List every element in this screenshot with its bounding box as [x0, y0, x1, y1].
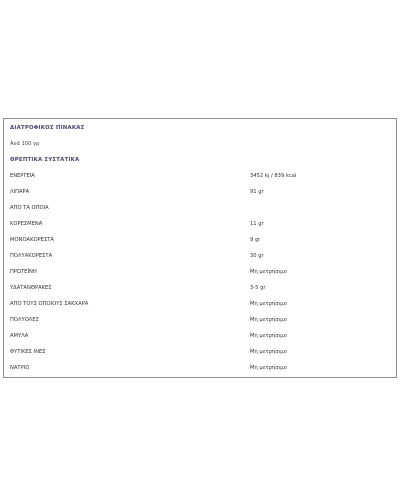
nutrient-name: ΑΜΥΛΑ	[10, 333, 29, 339]
nutrient-name: ΠΡΩΤΕΪΝΗ	[10, 269, 37, 275]
nutrition-table	[3, 118, 397, 378]
nutrient-value: Μη μετρήσιμο	[250, 365, 287, 371]
nutrient-name: ΜΟΝΟΑΚΟΡΕΣΤΑ	[10, 237, 54, 243]
nutrient-value: Μη μετρήσιμο	[250, 333, 287, 339]
table-row	[10, 218, 390, 230]
nutrient-value: 9 gr	[250, 237, 261, 243]
nutrient-value: 3452 kj / 839 kcal	[250, 173, 297, 179]
table-row	[10, 362, 390, 374]
table-row	[10, 314, 390, 326]
table-row	[10, 202, 390, 214]
nutrient-name: ΦΥΤΙΚΕΣ ΙΝΕΣ	[10, 349, 46, 355]
table-row	[10, 266, 390, 278]
nutrient-value: Μη μετρήσιμο	[250, 301, 287, 307]
nutrient-value: 30 gr	[250, 253, 264, 259]
nutrient-value: Μη μετρήσιμο	[250, 269, 287, 275]
nutrient-value: 3-5 gr	[250, 285, 266, 291]
nutrient-name: ΚΟΡΕΣΜΕΝΑ	[10, 221, 43, 227]
nutrient-name: ΠΟΛΥΟΛΕΣ	[10, 317, 39, 323]
table-row	[10, 282, 390, 294]
nutrient-value: 11 gr	[250, 221, 264, 227]
table-row	[10, 298, 390, 310]
nutrient-value: 91 gr	[250, 189, 264, 195]
nutrient-name: ΛΙΠΑΡΑ	[10, 189, 30, 195]
per-serving-label: Ανά 100 γρ	[10, 141, 40, 147]
table-row	[10, 330, 390, 342]
table-row	[10, 346, 390, 358]
nutrient-name: ΕΝΕΡΓΕΙΑ	[10, 173, 35, 179]
table-title: ΔΙΑΤΡΟΦΙΚΟΣ ΠΙΝΑΚΑΣ	[10, 125, 85, 131]
nutrient-name: ΥΔΑΤΑΝΘΡΑΚΕΣ	[10, 285, 52, 291]
nutrient-value: Μη μετρήσιμο	[250, 317, 287, 323]
table-row	[10, 186, 390, 198]
nutrient-name: ΠΟΛΥΑΚΟΡΕΣΤΑ	[10, 253, 53, 259]
table-row	[10, 250, 390, 262]
table-row	[10, 234, 390, 246]
section-heading: ΘΡΕΠΤΙΚΑ ΣΥΣΤΑΤΙΚΑ	[10, 157, 80, 163]
nutrient-name: ΝΑΤΡΙΟ	[10, 365, 30, 371]
nutrient-name: ΑΠΟ ΤΑ ΟΠΟΙΑ	[10, 205, 49, 211]
nutrient-value: Μη μετρήσιμο	[250, 349, 287, 355]
table-row	[10, 170, 390, 182]
nutrient-name: ΑΠΟ ΤΟΥΣ ΟΠΟΙΟΥΣ ΣΑΚΧΑΡΑ	[10, 301, 89, 307]
